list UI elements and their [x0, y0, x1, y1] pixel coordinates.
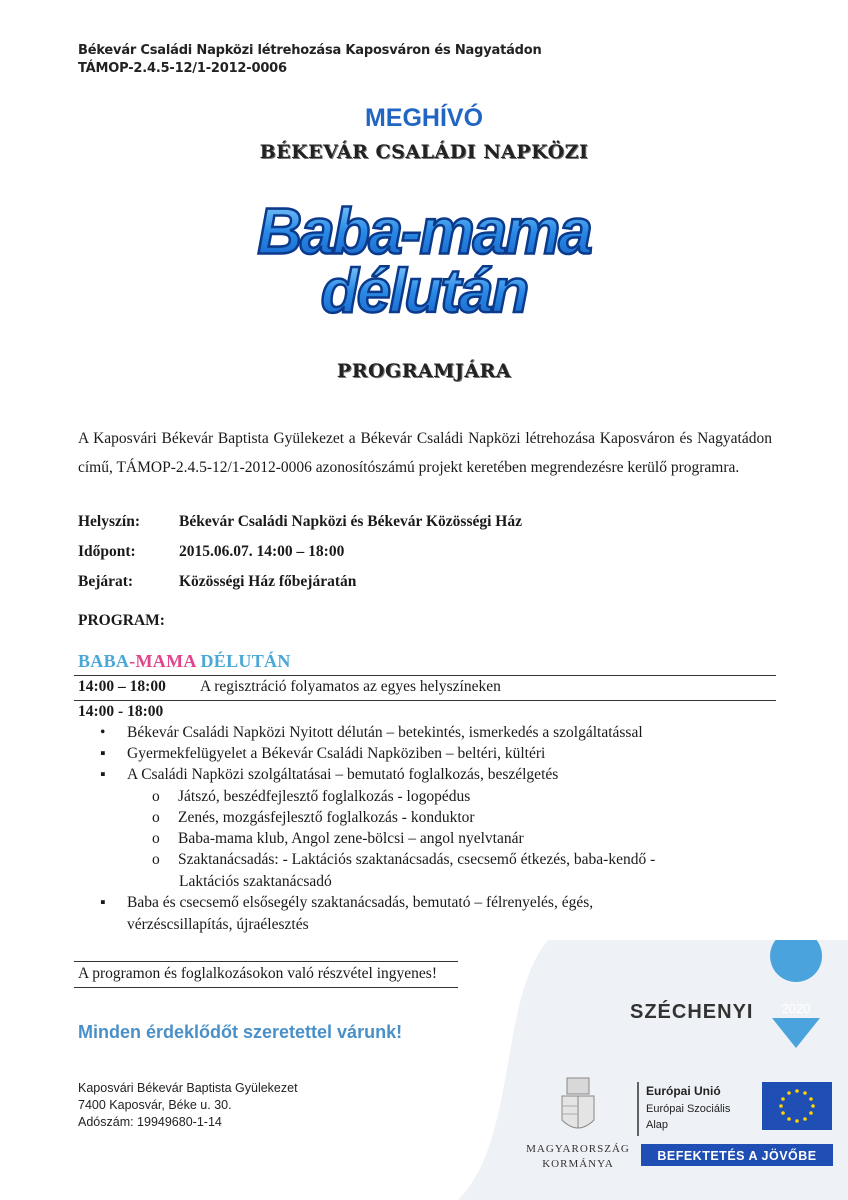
intro-paragraph: A Kaposvári Békevár Baptista Gyülekezet a Békevár Családi Napközi létrehozása Kaposváron és Nagyatádon című, TÁMOP-2.4.5-12/1-2012-0006 azonosítószámú projekt keretében megrendezésre kerülő programra. — [78, 430, 772, 476]
list-item — [100, 745, 545, 763]
location-label: Helyszín: — [78, 513, 140, 530]
eu-line-2: Európai Szociális — [646, 1103, 731, 1115]
bullet-text: A Családi Napközi szolgáltatásai – bemutató foglalkozás, beszélgetés — [127, 766, 559, 783]
investment-banner-text: BEFEKTETÉS A JÖVŐBE — [657, 1149, 817, 1163]
list-item — [152, 830, 524, 848]
list-item — [152, 851, 655, 869]
eu-flag-icon — [762, 1082, 832, 1130]
header-project-code: TÁMOP-2.4.5-12/1-2012-0006 — [78, 61, 287, 76]
szechenyi-year: 2020 — [781, 1001, 811, 1016]
invitation-title: MEGHÍVÓ — [364, 104, 484, 132]
list-item — [100, 766, 558, 784]
list-item — [152, 788, 470, 806]
program-heading: PROGRAMJÁRA — [336, 360, 512, 382]
eu-line-3: Alap — [646, 1119, 669, 1131]
wordart-line-1: Baba-mama — [257, 194, 591, 268]
entrance-label: Bejárat: — [78, 573, 134, 590]
section-dash: - — [129, 651, 136, 671]
sub-text-continuation: Laktációs szaktanácsadó — [179, 873, 332, 890]
eu-line-1: Európai Unió — [646, 1084, 721, 1098]
szechenyi-label: SZÉCHENYI — [630, 1001, 754, 1023]
section-heading — [78, 651, 291, 672]
wordart-line-2: délután — [320, 257, 528, 326]
wordart-event-name — [0, 186, 848, 326]
sub-text: Zenés, mozgásfejlesztő foglalkozás - konduktor — [178, 809, 475, 826]
header-project-title: Békevár Családi Napközi létrehozása Kaposváron és Nagyatádon — [78, 43, 542, 58]
schedule-time-1: 14:00 – 18:00 — [78, 678, 166, 695]
schedule-time-2: 14:00 - 18:00 — [78, 703, 164, 720]
funding-logo-panel — [458, 940, 848, 1200]
divider — [74, 700, 776, 701]
bullet-text: Gyermekfelügyelet a Békevár Családi Napköziben – beltéri, kültéri — [127, 745, 546, 762]
bullet-text: Baba és csecsemő elsősegély szaktanácsadás, bemutató – félrenyelés, égés, — [127, 894, 594, 911]
bullet-text-continuation: vérzéscsillapítás, újraélesztés — [127, 916, 309, 933]
sub-marker: o — [152, 809, 160, 826]
footer-address: 7400 Kaposvár, Béke u. 30. — [78, 1098, 232, 1112]
time-value: 2015.06.07. 14:00 – 18:00 — [179, 543, 345, 560]
sub-marker: o — [152, 830, 160, 847]
sub-text: Baba-mama klub, Angol zene-bölcsi – angol nyelvtanár — [178, 830, 524, 847]
bullet-marker: ▪ — [100, 766, 106, 783]
section-word-rest: DÉLUTÁN — [195, 651, 291, 671]
sub-text: Szaktanácsadás: - Laktációs szaktanácsadás, csecsemő étkezés, baba-kendő - — [178, 851, 656, 868]
section-word-mama: MAMA — [135, 651, 196, 671]
gov-line-2: Kormánya — [542, 1158, 614, 1170]
section-word-baba: BABA — [78, 651, 130, 671]
program-label: PROGRAM: — [78, 612, 165, 629]
coat-of-arms-icon — [562, 1078, 594, 1128]
location-value: Békevár Családi Napközi és Békevár Közösségi Ház — [179, 513, 522, 530]
divider — [74, 675, 776, 676]
schedule-text-1: A regisztráció folyamatos az egyes helyszíneken — [200, 678, 501, 695]
entrance-value: Közösségi Ház főbejáratán — [179, 573, 357, 590]
footer-tax-id: Adószám: 19949680-1-14 — [78, 1115, 222, 1129]
organizer-name: BÉKEVÁR CSALÁDI NAPKÖZI — [259, 141, 589, 163]
bullet-marker: • — [100, 724, 106, 741]
bullet-marker: ▪ — [100, 894, 106, 911]
footer-org: Kaposvári Békevár Baptista Gyülekezet — [78, 1081, 298, 1095]
sub-marker: o — [152, 788, 160, 805]
sub-text: Játszó, beszédfejlesztő foglalkozás - logopédus — [178, 788, 471, 805]
gov-line-1: Magyarország — [526, 1143, 630, 1155]
sub-marker: o — [152, 851, 160, 868]
time-label: Időpont: — [78, 543, 136, 560]
list-item — [100, 894, 593, 912]
free-participation-note: A programon és foglalkozásokon való részvétel ingyenes! — [74, 961, 546, 988]
list-item — [152, 809, 475, 827]
bullet-text: Békevár Családi Napközi Nyitott délután – betekintés, ismerkedés a szolgáltatással — [127, 724, 643, 741]
welcome-message: Minden érdeklődőt szeretettel várunk! — [78, 1022, 403, 1042]
bullet-marker: ▪ — [100, 745, 106, 762]
list-item — [100, 724, 643, 742]
